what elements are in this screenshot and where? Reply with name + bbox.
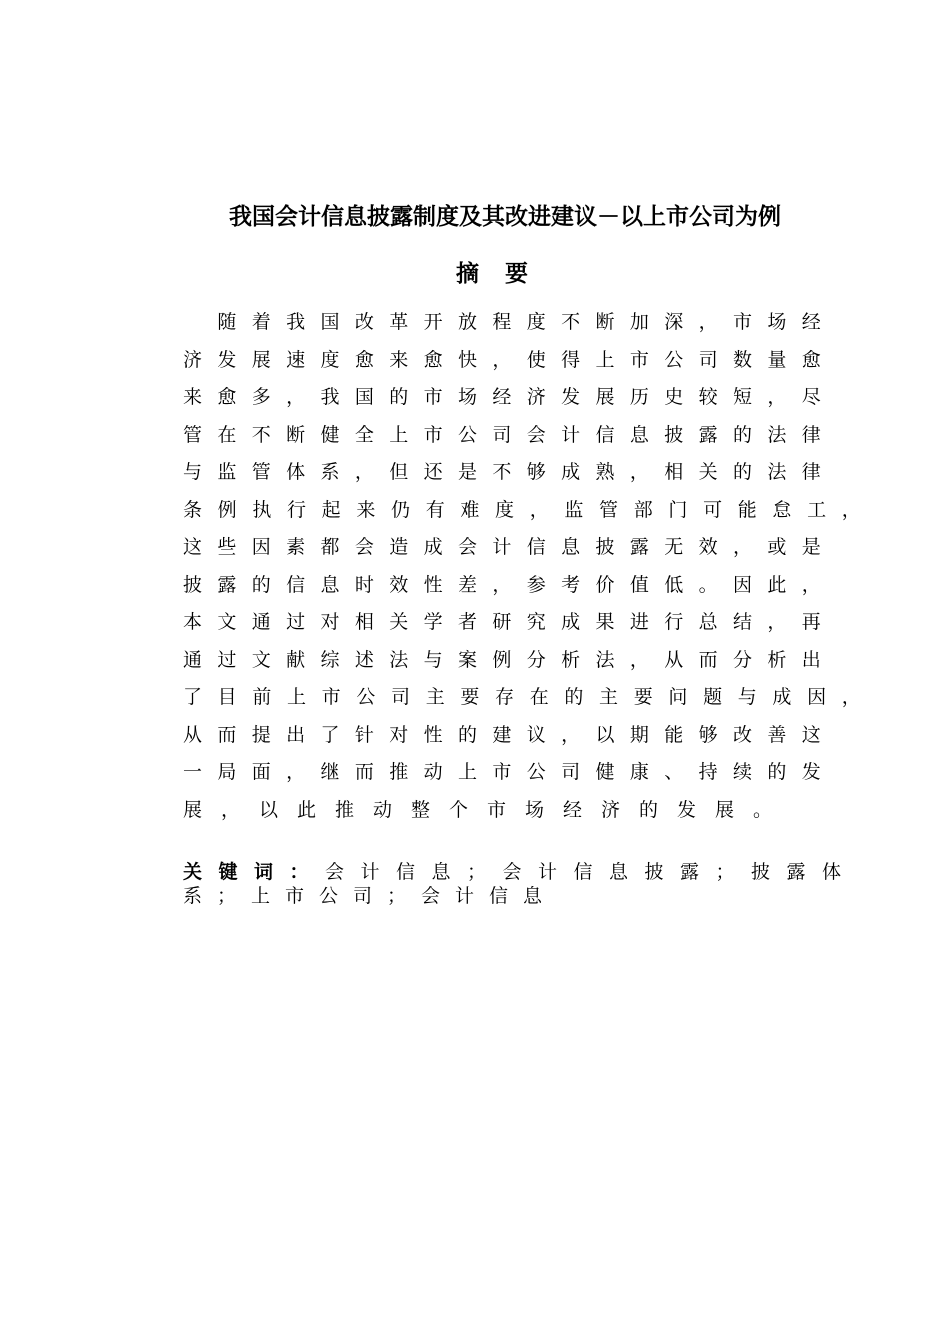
- keywords-section: [182, 858, 842, 906]
- abstract-line: 与 监 管 体 系 ， 但 还 是 不 够 成 熟 ， 相 关 的 法 律: [182, 461, 821, 484]
- abstract-line: 展 ， 以 此 推 动 整 个 市 场 经 济 的 发 展 。: [182, 798, 772, 821]
- abstract-line: 从 而 提 出 了 针 对 性 的 建 议 ， 以 期 能 够 改 善 这: [182, 723, 821, 746]
- abstract-line: 通 过 文 献 综 述 法 与 案 例 分 析 法 ， 从 而 分 析 出: [182, 648, 821, 671]
- abstract-line: 了 目 前 上 市 公 司 主 要 存 在 的 主 要 问 题 与 成 因 ，: [182, 686, 861, 709]
- keywords-label-char: ：: [289, 860, 309, 883]
- abstract-line: 随 着 我 国 改 革 开 放 程 度 不 断 加 深 ， 市 场 经: [217, 311, 821, 334]
- keywords-line-2: 系 ； 上 市 公 司 ； 会 计 信 息: [182, 884, 542, 907]
- abstract-heading: 摘要: [456, 261, 554, 287]
- abstract-line: 一 局 面 ， 继 而 推 动 上 市 公 司 健 康 、 持 续 的 发: [182, 761, 821, 784]
- abstract-line: 本 文 通 过 对 相 关 学 者 研 究 成 果 进 行 总 结 ， 再: [182, 611, 821, 634]
- abstract-line: 条 例 执 行 起 来 仍 有 难 度 ， 监 管 部 门 可 能 怠 工 ，: [182, 498, 861, 521]
- document-title: 我国会计信息披露制度及其改进建议－以上市公司为例: [229, 204, 781, 230]
- abstract-line: 披 露 的 信 息 时 效 性 差 ， 参 考 价 值 低 。 因 此 ，: [182, 573, 821, 596]
- abstract-body: [182, 302, 862, 827]
- abstract-line: 来 愈 多 ， 我 国 的 市 场 经 济 发 展 历 史 较 短 ， 尽: [182, 386, 821, 409]
- keywords-label-char: 关: [182, 860, 202, 883]
- abstract-line: 管 在 不 断 健 全 上 市 公 司 会 计 信 息 披 露 的 法 律: [182, 423, 821, 446]
- abstract-line: 济 发 展 速 度 愈 来 愈 快 ， 使 得 上 市 公 司 数 量 愈: [182, 348, 821, 371]
- keywords-line-1: 关 键 词 ： 会 计 信 息 ； 会 计 信 息 披 露 ； 披 露 体: [182, 858, 842, 882]
- keywords-label-char: 词: [253, 860, 273, 883]
- keywords-label-char: 键: [218, 860, 238, 883]
- abstract-line: 这 些 因 素 都 会 造 成 会 计 信 息 披 露 无 效 ， 或 是: [182, 536, 821, 559]
